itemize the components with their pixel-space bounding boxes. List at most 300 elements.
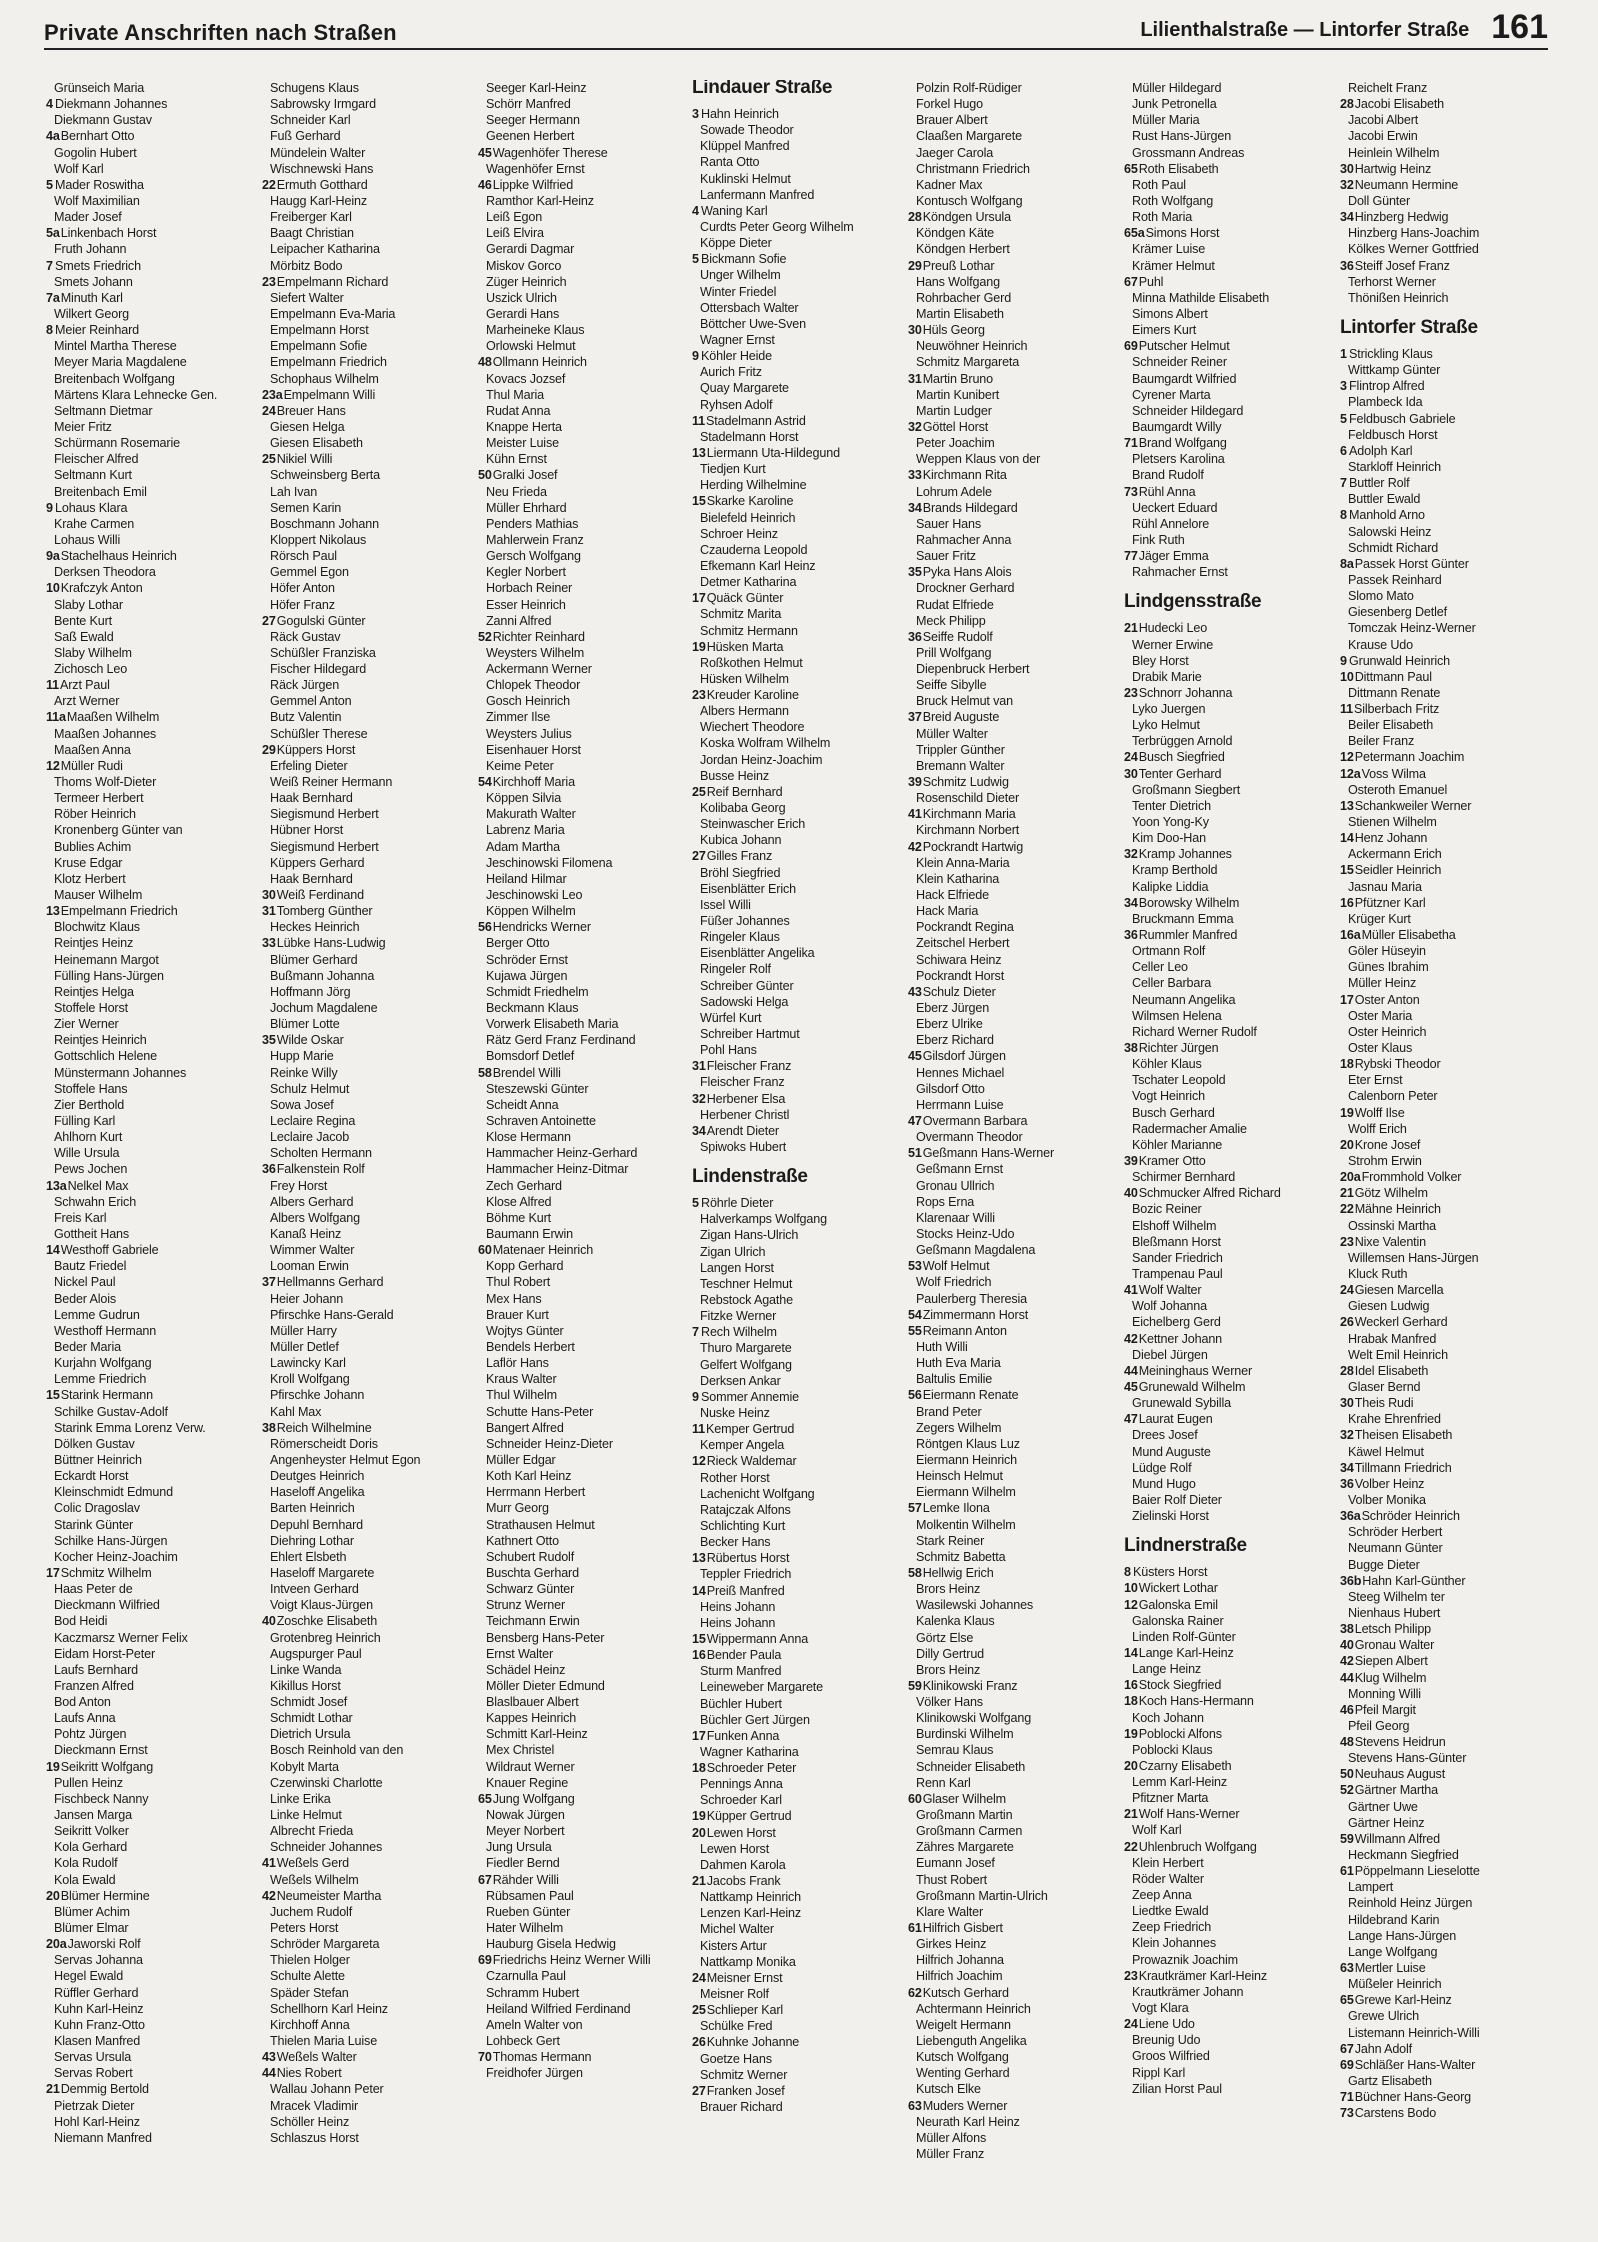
resident-name: Albers Hermann xyxy=(700,704,789,719)
resident-entry xyxy=(1340,2105,1552,2121)
resident-entry xyxy=(908,580,1120,596)
resident-entry xyxy=(262,1323,474,1339)
resident-name: Starink Hermann xyxy=(60,1388,153,1403)
resident-name: Kikillus Horst xyxy=(270,1678,341,1693)
resident-name: Jacobi Erwin xyxy=(1348,129,1418,144)
resident-entry xyxy=(908,2017,1120,2033)
resident-entry xyxy=(692,703,904,719)
resident-entry xyxy=(46,1065,258,1081)
resident-entry xyxy=(46,1387,258,1403)
resident-name: Wolf Maximilian xyxy=(54,193,140,208)
resident-name: Brors Heinz xyxy=(916,1582,981,1597)
house-number: 24 xyxy=(1124,750,1138,765)
resident-name: Osteroth Emanuel xyxy=(1348,782,1448,797)
resident-name: Flintrop Alfred xyxy=(1349,379,1425,394)
resident-entry xyxy=(46,903,258,919)
house-number: 42 xyxy=(1340,1654,1354,1669)
resident-entry xyxy=(1340,766,1552,782)
resident-entry xyxy=(692,929,904,945)
resident-name: Kujawa Jürgen xyxy=(486,968,568,983)
resident-entry xyxy=(1124,1460,1336,1476)
resident-entry xyxy=(262,451,474,467)
resident-name: Termeer Herbert xyxy=(54,791,144,806)
resident-name: Hammacher Heinz-Gerhard xyxy=(486,1146,638,1161)
resident-entry xyxy=(262,1274,474,1290)
resident-entry xyxy=(478,1791,690,1807)
resident-name: Scholten Hermann xyxy=(270,1146,372,1161)
resident-name: Franzen Alfred xyxy=(54,1678,134,1693)
resident-name: Reimann Anton xyxy=(922,1323,1007,1338)
resident-entry xyxy=(46,1291,258,1307)
resident-name: Haas Peter de xyxy=(54,1582,133,1597)
resident-entry xyxy=(46,1178,258,1194)
resident-entry xyxy=(46,387,258,403)
house-number: 51 xyxy=(908,1146,922,1161)
resident-entry xyxy=(1340,685,1552,701)
resident-name: Manhold Arno xyxy=(1349,508,1425,523)
resident-name: Wolf Karl xyxy=(1132,1823,1182,1838)
resident-name: Schneider Karl xyxy=(270,113,351,128)
resident-entry xyxy=(1340,540,1552,556)
resident-name: Brand Rudolf xyxy=(1132,468,1204,483)
resident-name: Bozic Reiner xyxy=(1132,1202,1202,1217)
resident-entry xyxy=(262,1985,474,2001)
resident-entry xyxy=(46,2130,258,2146)
house-number: 10 xyxy=(46,581,60,596)
resident-name: Küppers Horst xyxy=(276,742,356,757)
resident-entry xyxy=(262,225,474,241)
resident-entry xyxy=(262,1904,474,1920)
resident-name: Freiberger Karl xyxy=(270,210,352,225)
resident-name: Eidam Horst-Peter xyxy=(54,1646,156,1661)
resident-name: Wolf Friedrich xyxy=(916,1275,992,1290)
resident-name: Klein Johannes xyxy=(1132,1936,1217,1951)
resident-name: Roth Maria xyxy=(1132,210,1193,225)
resident-entry xyxy=(46,371,258,387)
resident-name: Pohtz Jürgen xyxy=(54,1727,127,1742)
resident-entry xyxy=(692,251,904,267)
resident-entry xyxy=(692,639,904,655)
resident-name: Zeitschel Herbert xyxy=(916,936,1010,951)
resident-entry xyxy=(692,1026,904,1042)
resident-entry xyxy=(692,445,904,461)
house-number: 11 xyxy=(692,1422,706,1437)
house-number: 22 xyxy=(1340,1202,1354,1217)
resident-name: Haak Bernhard xyxy=(270,871,353,886)
resident-name: Funken Anna xyxy=(706,1728,780,1743)
house-number: 44 xyxy=(1340,1670,1354,1685)
house-number: 5a xyxy=(46,226,60,241)
resident-entry xyxy=(1340,2073,1552,2089)
house-number: 32 xyxy=(1340,177,1354,192)
resident-entry xyxy=(692,1123,904,1139)
resident-entry xyxy=(908,484,1120,500)
resident-name: Wallau Johann Peter xyxy=(270,2082,384,2097)
resident-entry xyxy=(1340,145,1552,161)
resident-name: Maaßen Wilhelm xyxy=(66,710,160,725)
house-number: 28 xyxy=(1340,97,1354,112)
resident-name: Carstens Bodo xyxy=(1354,2106,1437,2121)
resident-entry xyxy=(908,1759,1120,1775)
resident-name: Reintjes Heinz xyxy=(54,936,134,951)
resident-name: Meisner Rolf xyxy=(700,1987,769,2002)
resident-name: Schilke Hans-Jürgen xyxy=(54,1533,168,1548)
resident-name: Schneider Elisabeth xyxy=(916,1759,1026,1774)
resident-name: Steeg Wilhelm ter xyxy=(1348,1589,1445,1604)
resident-entry xyxy=(46,1888,258,1904)
resident-name: Röber Heinrich xyxy=(54,807,136,822)
resident-name: Leclaire Regina xyxy=(270,1114,356,1128)
resident-entry xyxy=(1340,701,1552,717)
resident-name: Diekmann Johannes xyxy=(55,97,168,112)
house-number: 1 xyxy=(1340,346,1347,361)
resident-name: Müßeler Heinrich xyxy=(1348,1977,1442,1992)
resident-name: Breid Auguste xyxy=(922,710,1000,725)
resident-entry xyxy=(908,1517,1120,1533)
resident-entry xyxy=(46,1872,258,1888)
resident-entry xyxy=(692,687,904,703)
resident-name: Schneider Heinz-Dieter xyxy=(486,1436,613,1451)
resident-name: Liermann Uta-Hildegund xyxy=(706,445,840,460)
column-4 xyxy=(692,80,904,2230)
resident-name: Heiland Hilmar xyxy=(486,871,567,886)
resident-entry xyxy=(478,354,690,370)
resident-name: Buttler Ewald xyxy=(1348,492,1421,507)
resident-name: Schirmer Bernhard xyxy=(1132,1170,1236,1185)
resident-name: Labrenz Maria xyxy=(486,823,565,838)
resident-name: Züger Heinrich xyxy=(486,274,567,289)
resident-entry xyxy=(908,1097,1120,1113)
resident-entry xyxy=(1124,1427,1336,1443)
resident-entry xyxy=(908,128,1120,144)
resident-entry xyxy=(692,2018,904,2034)
resident-name: Baumgardt Wilfried xyxy=(1132,371,1237,386)
resident-entry xyxy=(908,1613,1120,1629)
resident-entry xyxy=(1124,749,1336,765)
house-number: 42 xyxy=(1124,1331,1138,1346)
resident-entry xyxy=(1340,830,1552,846)
resident-entry xyxy=(908,467,1120,483)
resident-name: Frommhold Volker xyxy=(1361,1170,1462,1185)
house-number: 10 xyxy=(1340,669,1354,684)
resident-name: Celler Leo xyxy=(1132,960,1188,975)
resident-name: Theis Rudi xyxy=(1354,1396,1414,1411)
house-number: 19 xyxy=(46,1759,60,1774)
resident-name: Pietrzak Dieter xyxy=(54,2098,135,2113)
resident-name: Jacobs Frank xyxy=(706,1874,781,1889)
resident-name: Schraven Antoinette xyxy=(486,1114,596,1128)
resident-name: Fischer Hildegard xyxy=(270,662,367,677)
resident-entry xyxy=(1340,653,1552,669)
resident-entry xyxy=(1340,524,1552,540)
resident-name: Tenter Gerhard xyxy=(1138,766,1222,781)
house-number: 30 xyxy=(1340,1396,1354,1411)
resident-entry xyxy=(262,1452,474,1468)
resident-entry xyxy=(46,597,258,613)
resident-name: Heins Johann xyxy=(700,1615,776,1630)
resident-name: Geßmann Ernst xyxy=(916,1162,1003,1177)
resident-entry xyxy=(692,1921,904,1937)
resident-name: Wenting Gerhard xyxy=(916,2066,1010,2081)
resident-name: Großmann Carmen xyxy=(916,1824,1023,1839)
resident-entry xyxy=(46,532,258,548)
resident-name: Ramthor Karl-Heinz xyxy=(486,193,594,208)
resident-name: Junk Petronella xyxy=(1132,97,1217,112)
resident-entry xyxy=(1340,1670,1552,1686)
house-number: 37 xyxy=(262,1275,276,1290)
resident-entry xyxy=(908,1129,1120,1145)
resident-entry xyxy=(1340,378,1552,394)
resident-entry xyxy=(908,1145,1120,1161)
resident-entry xyxy=(478,274,690,290)
directory-columns xyxy=(46,80,1556,2230)
resident-name: Diekmann Gustav xyxy=(54,113,152,128)
resident-entry xyxy=(1124,193,1336,209)
resident-name: Stadelmann Horst xyxy=(700,429,799,444)
resident-entry xyxy=(478,806,690,822)
resident-entry xyxy=(1124,1250,1336,1266)
resident-entry xyxy=(908,274,1120,290)
resident-entry xyxy=(262,1565,474,1581)
resident-name: Blümer Gerhard xyxy=(270,952,358,967)
resident-name: Pohl Hans xyxy=(700,1043,757,1058)
resident-name: Sturm Manfred xyxy=(700,1664,782,1679)
resident-name: Arzt Paul xyxy=(60,678,110,693)
street-heading: Lindenstraße xyxy=(692,1166,808,1188)
resident-entry xyxy=(1124,145,1336,161)
resident-entry xyxy=(46,1323,258,1339)
house-number: 45 xyxy=(478,145,492,160)
house-number: 69 xyxy=(1124,339,1138,354)
resident-name: Giesen Helga xyxy=(270,419,345,434)
resident-entry xyxy=(1340,1799,1552,1815)
resident-name: Neumeister Martha xyxy=(276,1888,382,1903)
resident-name: Becker Hans xyxy=(700,1535,771,1550)
resident-entry xyxy=(1340,1266,1552,1282)
resident-name: Strohm Erwin xyxy=(1348,1154,1422,1168)
resident-name: Hahn Heinrich xyxy=(701,107,779,121)
resident-entry xyxy=(908,1323,1120,1339)
resident-name: Linden Rolf-Günter xyxy=(1132,1629,1236,1644)
resident-entry xyxy=(262,1533,474,1549)
resident-entry xyxy=(262,1549,474,1565)
resident-name: Klotz Herbert xyxy=(54,871,126,886)
resident-entry xyxy=(908,1646,1120,1662)
resident-entry xyxy=(908,645,1120,661)
resident-entry xyxy=(46,1565,258,1581)
resident-entry xyxy=(46,500,258,516)
resident-entry xyxy=(1124,1088,1336,1104)
resident-entry xyxy=(478,968,690,984)
house-number: 8 xyxy=(46,323,53,338)
house-number: 17 xyxy=(692,591,706,606)
resident-entry xyxy=(1340,604,1552,620)
resident-name: Ringeler Rolf xyxy=(700,962,771,977)
resident-name: Quay Margarete xyxy=(700,381,789,396)
resident-name: Schüßler Therese xyxy=(270,726,368,741)
resident-name: Dittmann Renate xyxy=(1348,685,1441,700)
resident-entry xyxy=(1340,475,1552,491)
resident-name: Michel Walter xyxy=(700,1922,774,1937)
resident-name: Wickert Lothar xyxy=(1138,1581,1218,1596)
resident-entry xyxy=(1124,846,1336,862)
resident-name: Diebel Jürgen xyxy=(1132,1347,1208,1362)
resident-name: Dittmann Paul xyxy=(1354,669,1432,684)
resident-entry xyxy=(1124,814,1336,830)
resident-entry xyxy=(908,1565,1120,1581)
resident-entry xyxy=(478,1742,690,1758)
resident-entry xyxy=(1124,895,1336,911)
resident-name: Lenzen Karl-Heinz xyxy=(700,1906,802,1921)
resident-entry xyxy=(478,661,690,677)
resident-entry xyxy=(692,752,904,768)
resident-name: Willemsen Hans-Jürgen xyxy=(1348,1250,1479,1265)
house-number: 34 xyxy=(692,1123,706,1138)
resident-name: Geenen Herbert xyxy=(486,129,575,144)
resident-entry xyxy=(908,693,1120,709)
street-heading: Lindauer Straße xyxy=(692,80,833,98)
resident-name: Heinemann Margot xyxy=(54,952,159,967)
header-right xyxy=(1140,8,1548,46)
resident-entry xyxy=(1340,975,1552,991)
house-number: 23 xyxy=(262,274,276,289)
resident-entry xyxy=(262,1307,474,1323)
resident-entry xyxy=(1124,1742,1336,1758)
resident-name: Smets Johann xyxy=(54,274,133,289)
resident-name: Wolf Karl xyxy=(54,161,104,176)
house-number: 11 xyxy=(46,678,60,693)
resident-name: Steinwascher Erich xyxy=(700,817,806,832)
resident-entry xyxy=(908,1597,1120,1613)
resident-name: Kola Gerhard xyxy=(54,1840,128,1855)
resident-entry xyxy=(46,1081,258,1097)
resident-entry xyxy=(478,290,690,306)
resident-name: Thomas Hermann xyxy=(492,2050,592,2065)
resident-entry xyxy=(262,1113,474,1129)
resident-entry xyxy=(262,726,474,742)
resident-name: Grewe Ulrich xyxy=(1348,2009,1419,2024)
resident-entry xyxy=(478,1178,690,1194)
resident-entry xyxy=(262,112,474,128)
resident-name: Huth Eva Maria xyxy=(916,1356,1001,1371)
resident-name: Kutsch Gerhard xyxy=(922,1985,1009,2000)
resident-name: Werner Erwine xyxy=(1132,637,1214,652)
resident-entry xyxy=(1124,274,1336,290)
resident-entry xyxy=(1124,1072,1336,1088)
resident-entry xyxy=(692,606,904,622)
house-number: 21 xyxy=(1340,1186,1354,1201)
resident-name: Breuer Hans xyxy=(276,403,346,418)
resident-name: Listemann Heinrich-Willi xyxy=(1348,2025,1480,2040)
resident-entry xyxy=(908,1242,1120,1258)
resident-name: Girkes Heinz xyxy=(916,1937,987,1952)
resident-entry xyxy=(262,1420,474,1436)
resident-name: Zimmer Ilse xyxy=(486,710,551,725)
resident-entry xyxy=(478,500,690,516)
resident-name: Krause Udo xyxy=(1348,637,1414,652)
resident-name: Müller Franz xyxy=(916,2147,985,2161)
resident-entry xyxy=(46,919,258,935)
resident-entry xyxy=(1340,798,1552,814)
resident-name: Yoon Yong-Ky xyxy=(1132,815,1209,830)
resident-entry xyxy=(1124,467,1336,483)
resident-name: Pfitzner Marta xyxy=(1132,1791,1209,1806)
resident-name: Schröder Margareta xyxy=(270,1937,380,1952)
resident-entry xyxy=(46,1920,258,1936)
resident-entry xyxy=(908,1662,1120,1678)
resident-entry xyxy=(908,532,1120,548)
resident-entry xyxy=(46,225,258,241)
resident-name: Bod Heidi xyxy=(54,1614,108,1629)
resident-entry xyxy=(692,1696,904,1712)
resident-entry xyxy=(1124,620,1336,636)
resident-name: Adolph Karl xyxy=(1349,443,1413,458)
resident-name: Kemper Angela xyxy=(700,1438,785,1453)
resident-name: Derksen Ankar xyxy=(700,1373,781,1388)
resident-name: Büchler Hubert xyxy=(700,1696,782,1711)
resident-entry xyxy=(692,735,904,751)
resident-name: Bugge Dieter xyxy=(1348,1557,1420,1572)
resident-name: Krautkrämer Karl-Heinz xyxy=(1138,1968,1267,1983)
resident-name: Ottersbach Walter xyxy=(700,300,799,315)
resident-entry xyxy=(692,1970,904,1986)
resident-entry xyxy=(1124,862,1336,878)
resident-entry xyxy=(1340,411,1552,427)
street-heading: Lindgensstraße xyxy=(1124,591,1262,613)
resident-name: Kloppert Nikolaus xyxy=(270,532,367,547)
resident-entry xyxy=(1340,1766,1552,1782)
resident-name: Busch Siegfried xyxy=(1138,750,1225,765)
resident-entry xyxy=(1340,1040,1552,1056)
resident-name: Schmitz Margareta xyxy=(916,355,1020,370)
resident-name: Kopp Gerhard xyxy=(486,1259,564,1274)
resident-entry xyxy=(478,1194,690,1210)
house-number: 20 xyxy=(46,1888,60,1903)
house-number: 18 xyxy=(1340,1057,1354,1072)
resident-entry xyxy=(1340,1847,1552,1863)
resident-entry xyxy=(1124,782,1336,798)
resident-name: Schmitz Babetta xyxy=(916,1549,1006,1564)
resident-name: Jacobi Albert xyxy=(1348,113,1419,128)
resident-entry xyxy=(692,332,904,348)
resident-name: Fuß Gerhard xyxy=(270,129,341,144)
resident-entry xyxy=(478,177,690,193)
resident-name: Kathnert Otto xyxy=(486,1533,559,1548)
resident-name: Falkenstein Rolf xyxy=(276,1162,365,1177)
resident-name: Eiermann Wilhelm xyxy=(916,1485,1016,1500)
resident-name: Schmidt Josef xyxy=(270,1695,348,1710)
resident-name: Schmidt Lothar xyxy=(270,1711,353,1726)
resident-entry xyxy=(692,2002,904,2018)
resident-name: Hüsken Marta xyxy=(706,639,784,654)
resident-entry xyxy=(478,1065,690,1081)
resident-entry xyxy=(46,80,258,96)
resident-entry xyxy=(46,1048,258,1064)
resident-name: Haak Bernhard xyxy=(270,791,353,806)
resident-name: Vorwerk Elisabeth Maria xyxy=(486,1017,619,1032)
resident-name: Schreiber Hartmut xyxy=(700,1027,800,1042)
resident-name: Rühl Annelore xyxy=(1132,516,1210,531)
resident-name: Linkenbach Horst xyxy=(60,226,157,241)
resident-name: Hellmanns Gerhard xyxy=(276,1275,384,1290)
resident-name: Heinsch Helmut xyxy=(916,1469,1003,1484)
resident-name: Jung Wolfgang xyxy=(492,1791,575,1806)
resident-entry xyxy=(1124,354,1336,370)
house-number: 12 xyxy=(46,758,60,773)
resident-entry xyxy=(478,387,690,403)
resident-entry xyxy=(692,461,904,477)
resident-entry xyxy=(692,542,904,558)
